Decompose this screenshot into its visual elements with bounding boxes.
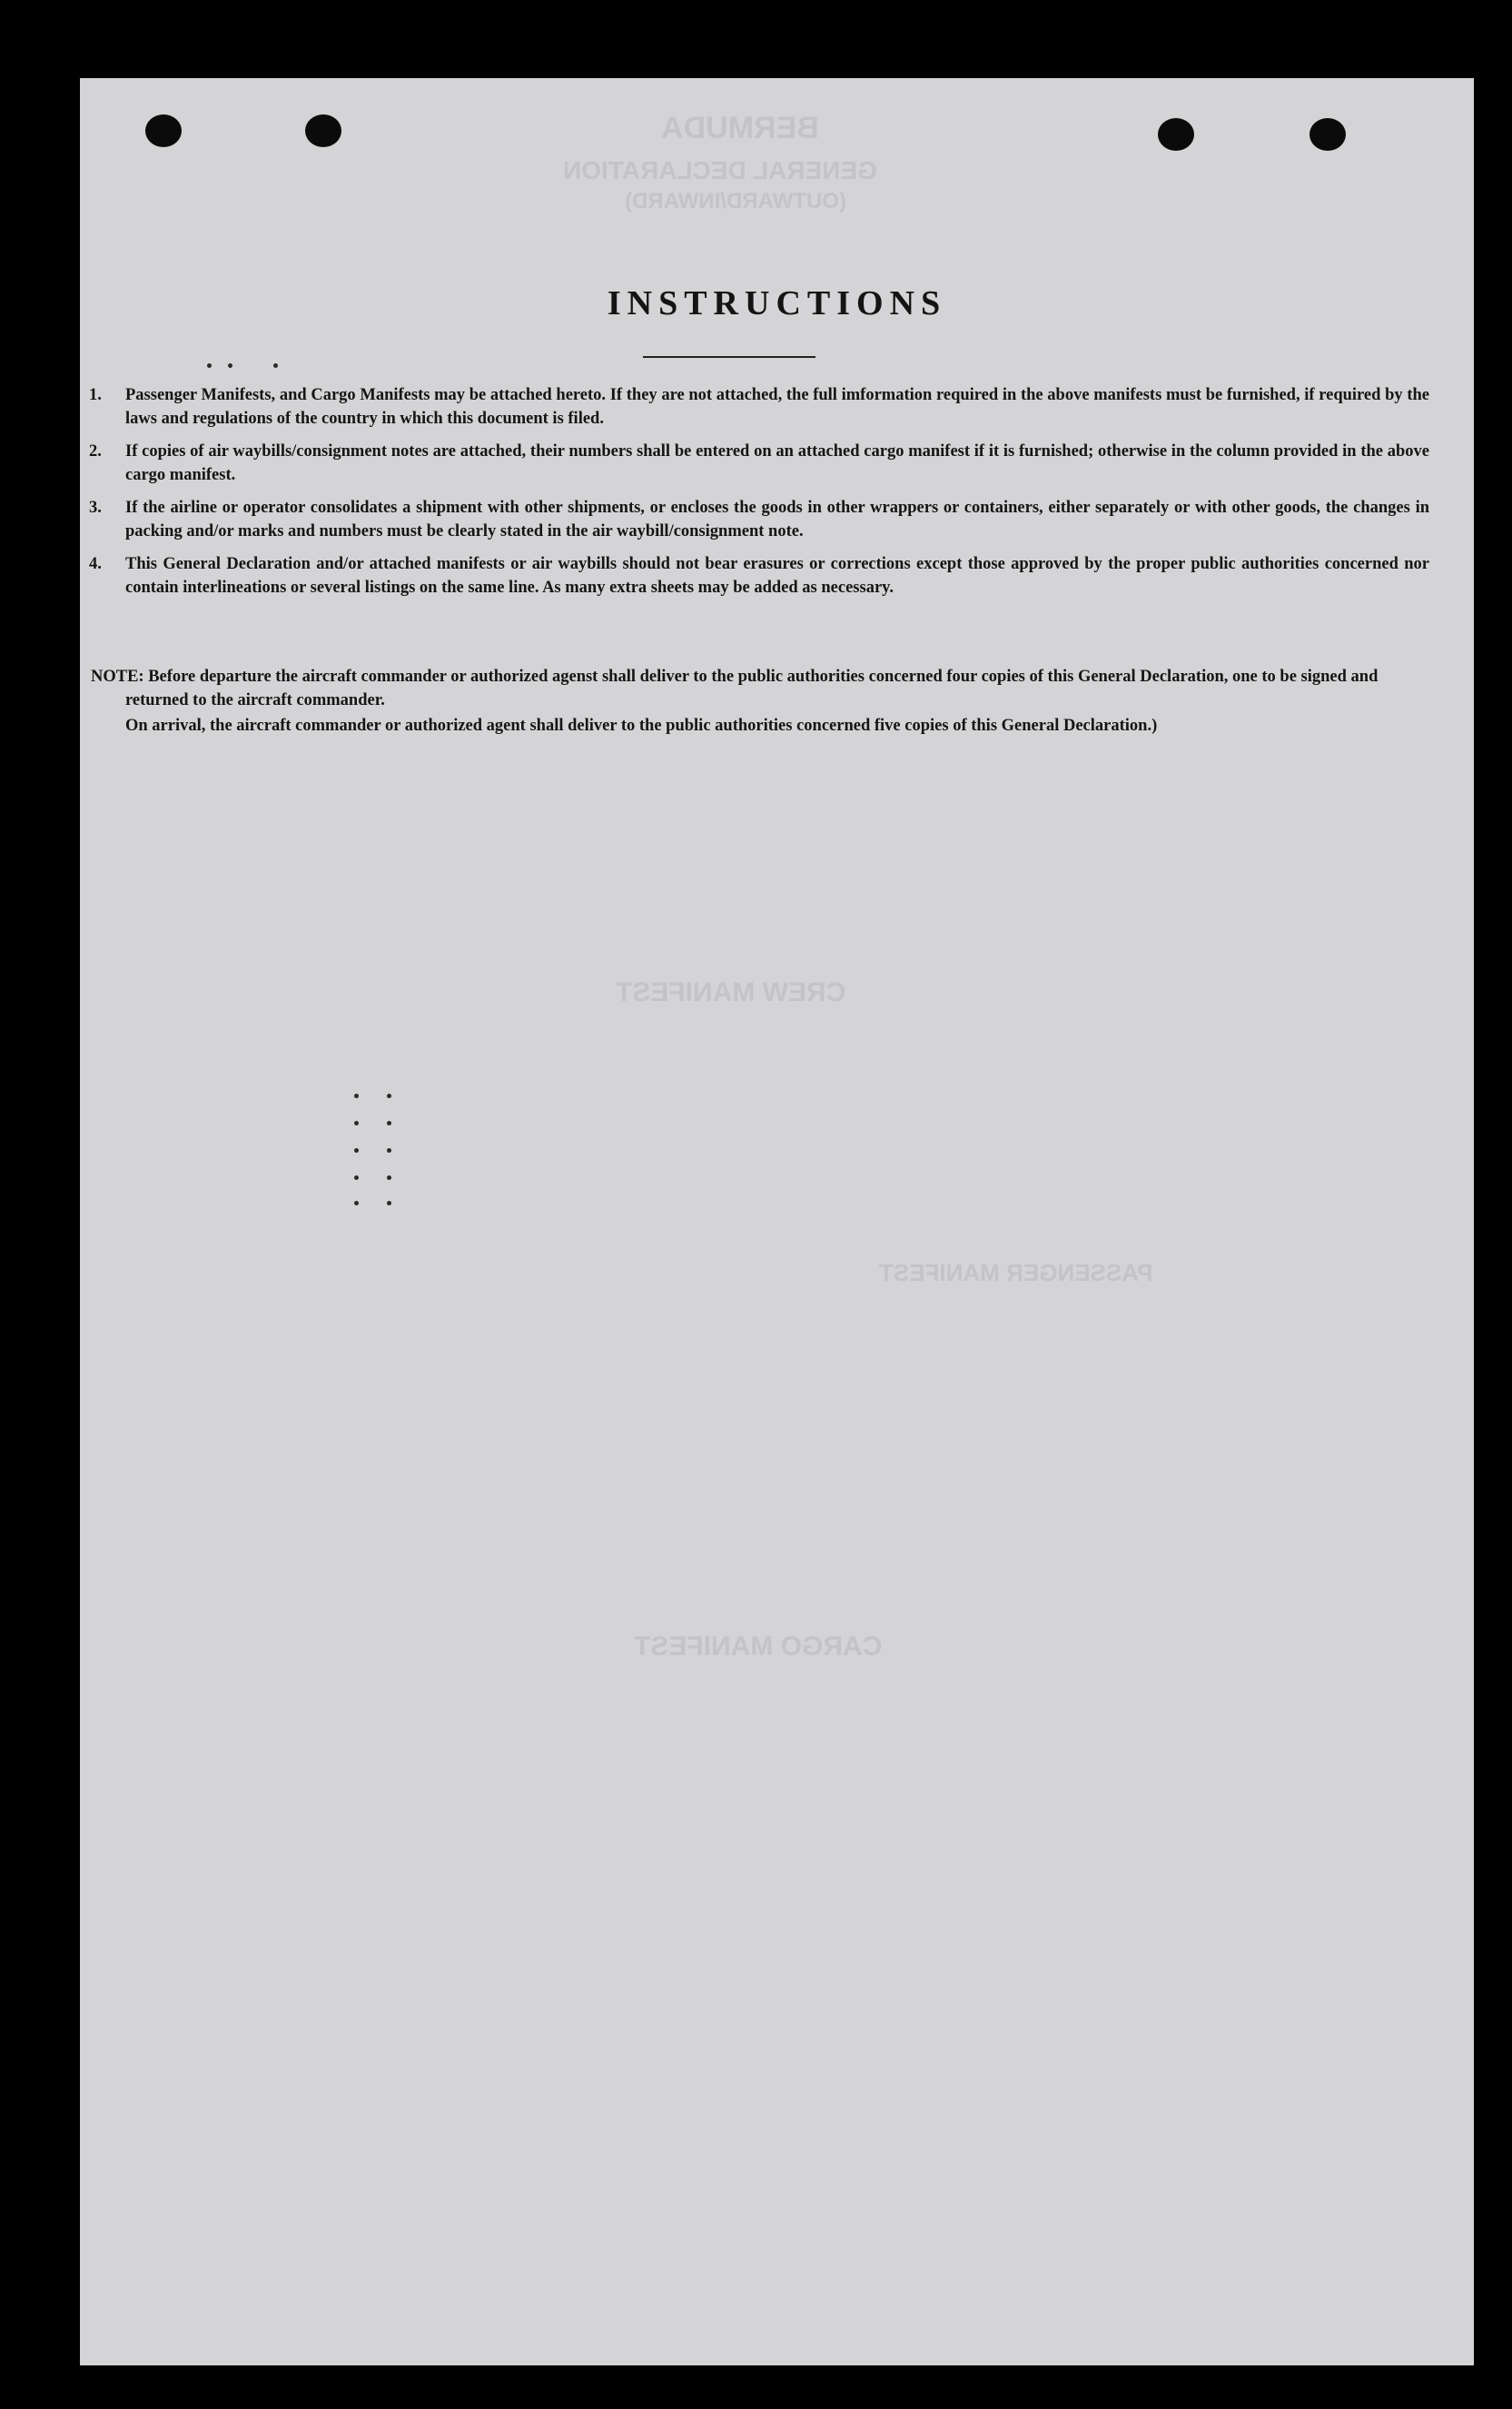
title-underline xyxy=(643,356,815,358)
instruction-text: If copies of air waybills/consignment notes are attached, their numbers shall be entered on an attached cargo manifest if it is furnished; otherwise in the column provided in the above cargo manifest. xyxy=(125,442,1429,484)
instructions-list xyxy=(89,383,1429,609)
note-label: NOTE: xyxy=(91,668,144,686)
instruction-number: 2. xyxy=(89,442,102,461)
instruction-text: If the airline or operator consolidates a shipment with other shipments, or encloses the goods in other wrappers or containers, either separately or with other goods, the changes in packing and/or marks and numbers must be clearly stated in the air waybill/consignment note. xyxy=(125,499,1429,540)
page-title: INSTRUCTIONS xyxy=(607,284,947,322)
punch-hole-right-2 xyxy=(1309,118,1346,151)
speck xyxy=(354,1148,359,1153)
instruction-item xyxy=(89,552,1429,600)
speck xyxy=(273,363,278,368)
punch-hole-left-2 xyxy=(305,114,341,147)
bleed-through-direction: (OUTWARD/INWARD) xyxy=(625,189,846,213)
speck xyxy=(387,1175,391,1180)
bleed-through-crew: CREW MANIFEST xyxy=(616,977,846,1007)
speck xyxy=(387,1201,391,1205)
instruction-item xyxy=(89,383,1429,431)
note-block xyxy=(91,665,1429,738)
bleed-through-cargo: CARGO MANIFEST xyxy=(634,1631,883,1661)
instruction-number: 3. xyxy=(89,499,102,517)
note-arrival: On arrival, the aircraft commander or authorized agent shall deliver to the public authorities concerned five copies of this General Declaration.) xyxy=(125,717,1158,735)
speck xyxy=(354,1121,359,1125)
speck xyxy=(354,1094,359,1098)
punch-hole-left-1 xyxy=(145,114,182,147)
bleed-through-form: GENERAL DECLARATION xyxy=(563,156,877,184)
speck xyxy=(228,363,232,368)
instruction-number: 4. xyxy=(89,555,102,573)
bleed-through-country: BERMUDA xyxy=(661,111,819,145)
speck xyxy=(387,1094,391,1098)
instruction-text: This General Declaration and/or attached manifests or air waybills should not bear erasures or corrections except those approved by the proper public authorities concerned nor contain interlineations or several listings on the same line. As many extra sheets may be added as necessary. xyxy=(125,555,1429,597)
instruction-item xyxy=(89,440,1429,487)
speck xyxy=(387,1121,391,1125)
speck xyxy=(207,363,212,368)
instruction-number: 1. xyxy=(89,386,102,404)
note-departure xyxy=(91,665,1429,712)
bleed-through-passengers: PASSENGER MANIFEST xyxy=(879,1259,1153,1286)
instruction-item xyxy=(89,496,1429,543)
note-departure-text: Before departure the aircraft commander or authorized agenst shall deliver to the public authorities concerned four copies of this General Declaration, one to be signed and returned to the aircraft commander. xyxy=(125,668,1379,709)
instruction-text: Passenger Manifests, and Cargo Manifests may be attached hereto. If they are not attached, the full imformation required in the above manifests must be furnished, if required by the laws and regulations of the country in which this document is filed. xyxy=(125,386,1429,428)
speck xyxy=(354,1175,359,1180)
speck xyxy=(354,1201,359,1205)
speck xyxy=(387,1148,391,1153)
document-page xyxy=(80,78,1474,2365)
punch-hole-right-1 xyxy=(1158,118,1194,151)
